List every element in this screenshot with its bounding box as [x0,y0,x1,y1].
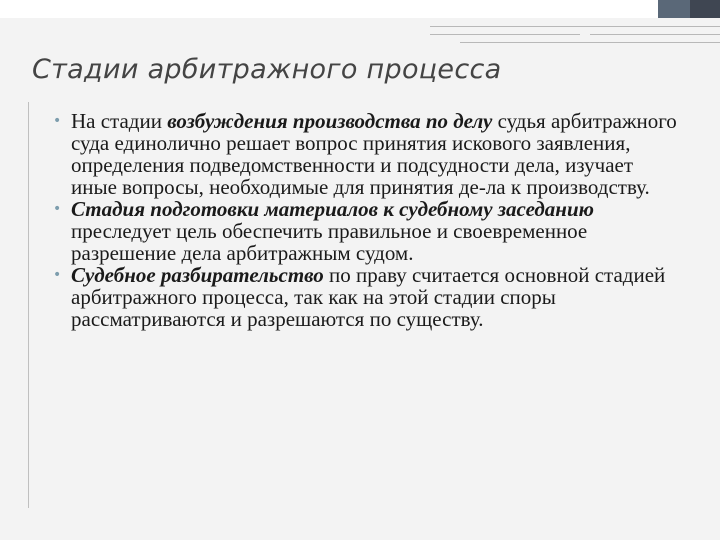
bullet-item [50,110,680,198]
bullet-icon: • [53,201,62,217]
slide-title: Стадии арбитражного процесса [32,54,502,85]
bullet-icon: • [53,113,62,129]
decor-lines [430,26,720,50]
top-decor-block-dark [690,0,720,18]
top-decor-bar [0,0,720,18]
decor-line [430,26,720,27]
bullet-icon: • [53,267,62,283]
bullet-emphasis: возбуждения производства по делу [167,109,493,133]
bullet-text-after: судья арбитражного суда единолично решает вопрос принятия искового заявления, определения подведомственности и подсудности дела, изучает иные вопросы, необходимые для принятия де-ла к производству. [71,109,677,199]
bullet-list [50,110,680,330]
top-decor-block-light [430,0,658,18]
bullet-emphasis: Стадия подготовки материалов к судебному заседанию [71,197,594,221]
bullet-text-after: по праву считается основной стадией арбитражного процесса, так как на этой стадии споры рассматриваются и разрешаются по существу. [71,263,666,331]
decor-line [590,34,720,35]
decor-line [430,34,580,35]
bullet-text-after: преследует цель обеспечить правильное и своевременное разрешение дела арбитражным судом. [71,219,588,265]
top-decor-block-mid [658,0,690,18]
bullet-item [50,264,680,330]
decor-line [460,42,720,43]
bullet-text-before: На стадии [71,109,168,133]
bullet-emphasis: Судебное разбирательство [71,263,324,287]
left-rule [28,102,29,508]
bullet-item [50,198,680,264]
